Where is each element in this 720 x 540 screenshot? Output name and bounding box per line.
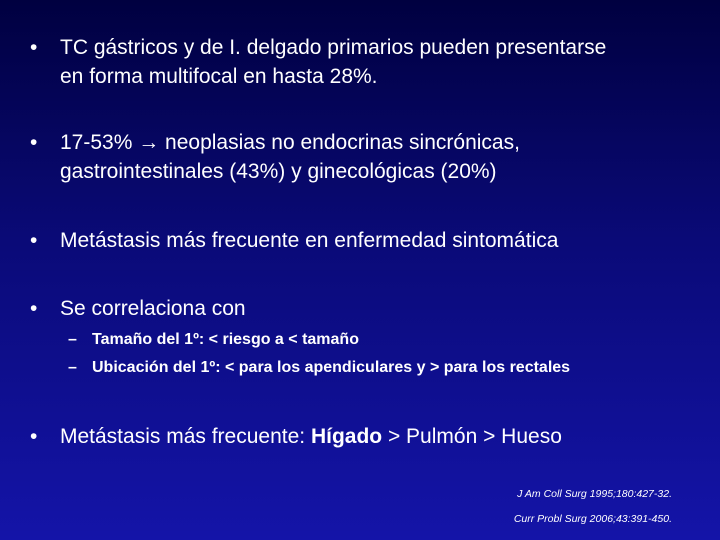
bullet-text bbox=[60, 422, 700, 451]
bullet-marker: • bbox=[30, 36, 38, 59]
bullet-marker: • bbox=[30, 229, 38, 252]
subitem-text: Ubicación del 1º: < para los apendiculares y > para los rectales bbox=[92, 359, 571, 376]
reference-1: J Am Coll Surg 1995;180:427-32. bbox=[517, 488, 672, 500]
subitem-text: Tamaño del 1º: < riesgo a < tamaño bbox=[92, 331, 359, 348]
bullet-marker: • bbox=[30, 425, 38, 448]
bullet-neoplasias bbox=[30, 128, 700, 186]
arrow-icon: → bbox=[138, 131, 160, 154]
subitem-tamano bbox=[68, 329, 688, 351]
percent-range: 17-53% bbox=[60, 131, 139, 154]
subitem-marker: – bbox=[68, 359, 77, 376]
bullet-multifocal bbox=[30, 33, 700, 91]
bullet-text: Se correlaciona con bbox=[60, 297, 246, 320]
organos-suffix: > Pulmón > Hueso bbox=[382, 425, 562, 448]
bullet-text-line1 bbox=[60, 128, 700, 157]
bullet-sintomatica bbox=[30, 226, 700, 255]
reference-2: Curr Probl Surg 2006;43:391-450. bbox=[513, 513, 672, 525]
bullet-text-line1: TC gástricos y de I. delgado primarios pueden presentarse bbox=[60, 36, 607, 59]
bullet-text: Metástasis más frecuente en enfermedad sintomática bbox=[60, 229, 559, 252]
subitem-ubicacion bbox=[68, 357, 688, 379]
organo-higado: Hígado bbox=[310, 425, 383, 448]
organos-prefix: Metástasis más frecuente: bbox=[60, 425, 311, 448]
bullet-marker: • bbox=[30, 297, 38, 320]
bullet-marker: • bbox=[30, 131, 38, 154]
neoplasias-text: neoplasias no endocrinas sincrónicas, bbox=[159, 131, 520, 154]
bullet-text-line2: gastrointestinales (43%) y ginecológicas (20%) bbox=[60, 160, 497, 183]
subitem-marker: – bbox=[68, 331, 77, 348]
bullet-correlaciona bbox=[30, 294, 700, 323]
bullet-text-line2: en forma multifocal en hasta 28%. bbox=[60, 65, 378, 88]
bullet-organos bbox=[30, 422, 700, 451]
